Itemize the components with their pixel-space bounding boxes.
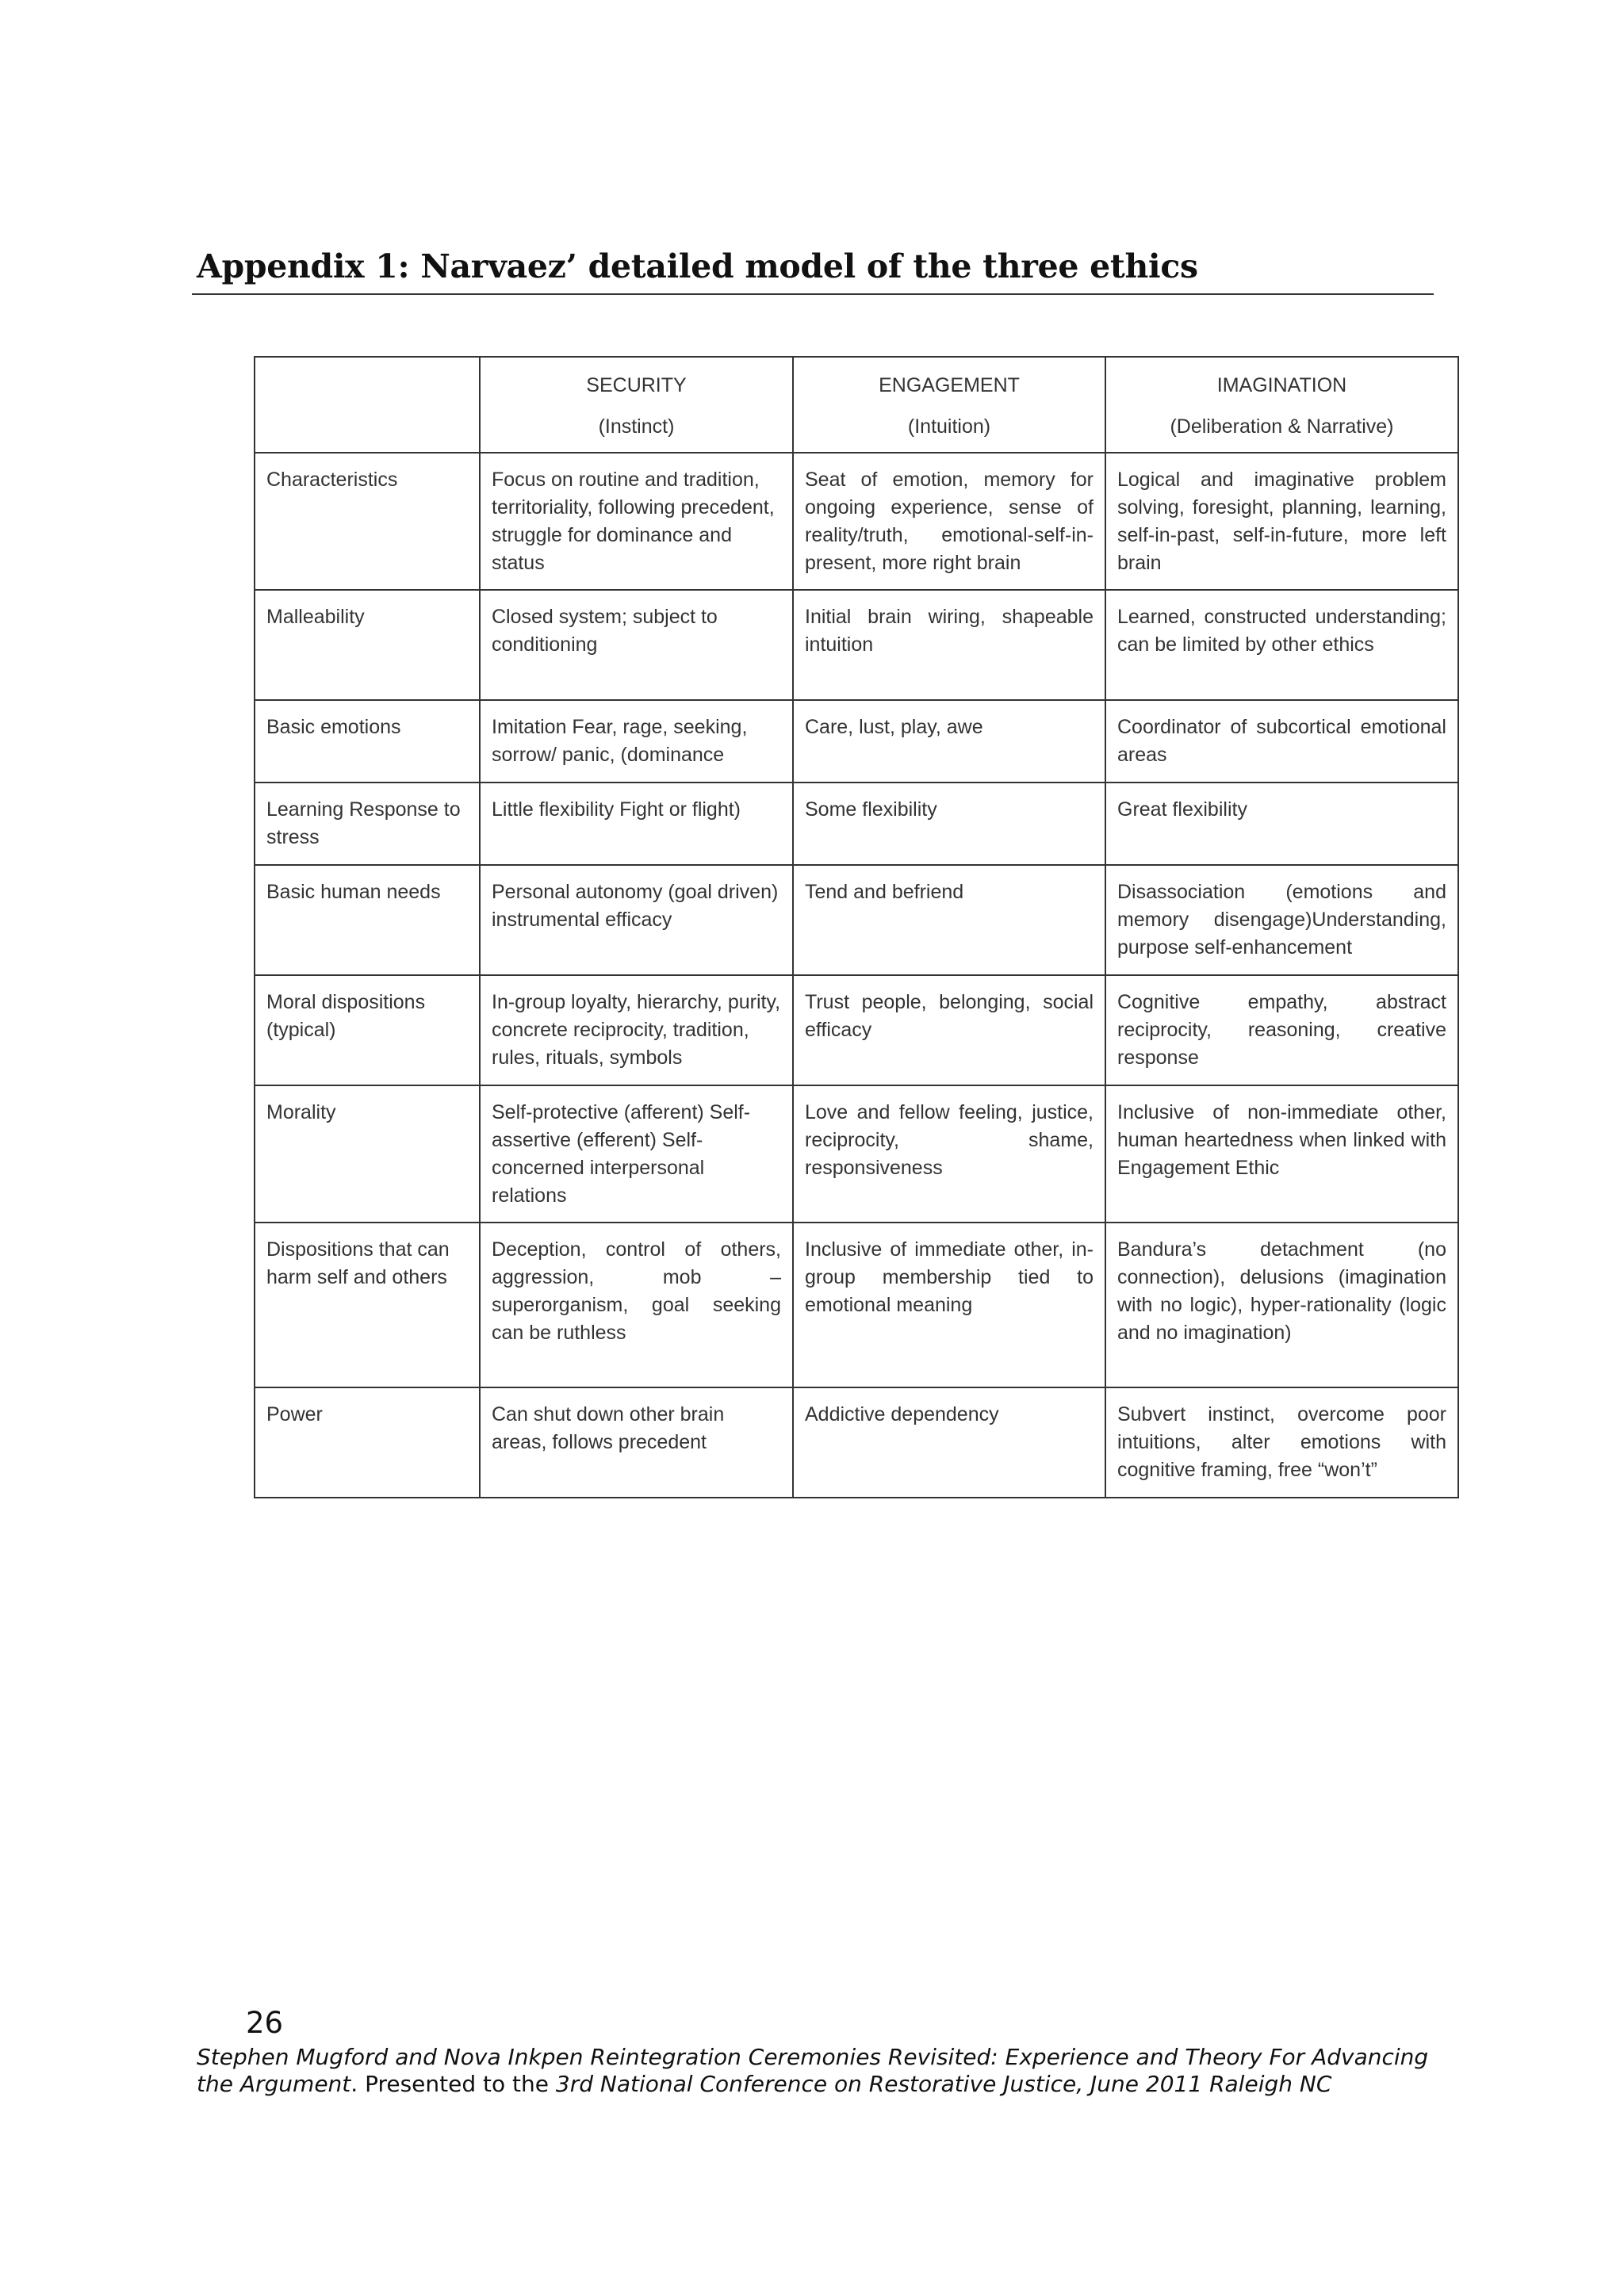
row-label: Learning Response to stress <box>255 783 480 865</box>
security-cell: Can shut down other brain areas, follows precedent <box>480 1387 793 1498</box>
footer-conference: 3rd National Conference on Restorative Justice, June 2011 Raleigh NC <box>555 2071 1332 2097</box>
imagination-cell: Subvert instinct, overcome poor intuitions, alter emotions with cognitive framing, free “won’t” <box>1105 1387 1458 1498</box>
engagement-cell: Initial brain wiring, shapeable intuition <box>793 590 1105 700</box>
table-row <box>255 1387 1458 1498</box>
page-number: 26 <box>246 2006 284 2040</box>
header-subtitle: (Intuition) <box>907 415 991 438</box>
security-cell: Deception, control of others, aggression, mob – superorganism, goal seeking can be ruthless <box>480 1223 793 1387</box>
imagination-cell: Disassociation (emotions and memory disengage)Understanding, purpose self-enhancement <box>1105 865 1458 975</box>
imagination-cell: Inclusive of non-immediate other, human heartedness when linked with Engagement Ethic <box>1105 1085 1458 1223</box>
header-imagination <box>1105 357 1458 453</box>
table-row <box>255 1223 1458 1387</box>
three-ethics-table <box>254 356 1459 1498</box>
header-name: IMAGINATION <box>1216 374 1347 396</box>
row-label: Morality <box>255 1085 480 1223</box>
security-cell: Closed system; subject to conditioning <box>480 590 793 700</box>
table-row <box>255 865 1458 975</box>
imagination-cell: Bandura’s detachment (no connection), delusions (imagination with no logic), hyper-rationality (logic and no imagination) <box>1105 1223 1458 1387</box>
table-row <box>255 700 1458 783</box>
header-name: SECURITY <box>586 374 687 396</box>
security-cell: In-group loyalty, hierarchy, purity, concrete reciprocity, tradition, rules, rituals, symbols <box>480 975 793 1085</box>
row-label: Basic emotions <box>255 700 480 783</box>
table-row <box>255 453 1458 590</box>
footer-presented: . Presented to the <box>350 2071 556 2097</box>
imagination-cell: Great flexibility <box>1105 783 1458 865</box>
imagination-cell: Cognitive empathy, abstract reciprocity, reasoning, creative response <box>1105 975 1458 1085</box>
engagement-cell: Trust people, belonging, social efficacy <box>793 975 1105 1085</box>
table-row <box>255 590 1458 700</box>
engagement-cell: Some flexibility <box>793 783 1105 865</box>
row-label: Moral dispositions (typical) <box>255 975 480 1085</box>
security-cell: Imitation Fear, rage, seeking, sorrow/ panic, (dominance <box>480 700 793 783</box>
header-engagement <box>793 357 1105 453</box>
row-label: Characteristics <box>255 453 480 590</box>
table-row <box>255 783 1458 865</box>
engagement-cell: Care, lust, play, awe <box>793 700 1105 783</box>
header-security <box>480 357 793 453</box>
row-label: Dispositions that can harm self and others <box>255 1223 480 1387</box>
title-underline <box>192 293 1434 295</box>
security-cell: Little flexibility Fight or flight) <box>480 783 793 865</box>
header-name: ENGAGEMENT <box>879 374 1020 396</box>
imagination-cell: Learned, constructed understanding; can be limited by other ethics <box>1105 590 1458 700</box>
engagement-cell: Love and fellow feeling, justice, reciprocity, shame, responsiveness <box>793 1085 1105 1223</box>
row-label: Basic human needs <box>255 865 480 975</box>
imagination-cell: Coordinator of subcortical emotional areas <box>1105 700 1458 783</box>
engagement-cell: Inclusive of immediate other, in-group membership tied to emotional meaning <box>793 1223 1105 1387</box>
footer-authors-title: Stephen Mugford and Nova Inkpen Reintegration Ceremonies Revisited: Experience and Theory For Advancing the Argument <box>197 2044 1429 2097</box>
row-label: Malleability <box>255 590 480 700</box>
header-empty-cell <box>255 357 480 453</box>
engagement-cell: Seat of emotion, memory for ongoing experience, sense of reality/truth, emotional-self-in-present, more right brain <box>793 453 1105 590</box>
security-cell: Personal autonomy (goal driven) instrumental efficacy <box>480 865 793 975</box>
table-header-row <box>255 357 1458 453</box>
imagination-cell: Logical and imaginative problem solving, foresight, planning, learning, self-in-past, self-in-future, more left brain <box>1105 453 1458 590</box>
header-subtitle: (Instinct) <box>598 415 675 438</box>
table-row <box>255 1085 1458 1223</box>
header-subtitle: (Deliberation & Narrative) <box>1170 415 1394 438</box>
page-title: Appendix 1: Narvaez’ detailed model of the three ethics <box>197 247 1198 285</box>
row-label: Power <box>255 1387 480 1498</box>
security-cell: Focus on routine and tradition, territoriality, following precedent, struggle for dominance and status <box>480 453 793 590</box>
footer-citation <box>197 2044 1465 2098</box>
engagement-cell: Addictive dependency <box>793 1387 1105 1498</box>
security-cell: Self-protective (afferent) Self-assertive (efferent) Self-concerned interpersonal relations <box>480 1085 793 1223</box>
table-row <box>255 975 1458 1085</box>
engagement-cell: Tend and befriend <box>793 865 1105 975</box>
